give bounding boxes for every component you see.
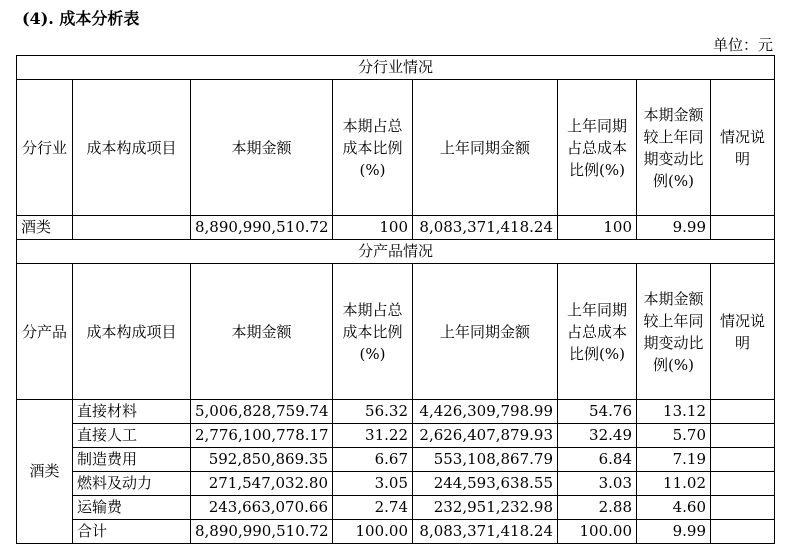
prev-ratio-cell: 54.76 bbox=[558, 400, 637, 424]
header-prev-ratio: 上年同期占总成本比例(%) bbox=[558, 264, 637, 400]
change-cell: 13.12 bbox=[637, 400, 711, 424]
prev-amount-cell: 2,626,407,879.93 bbox=[413, 424, 558, 448]
header-amount: 本期金额 bbox=[191, 80, 333, 216]
cost-item-cell: 燃料及动力 bbox=[73, 472, 191, 496]
header-amount: 本期金额 bbox=[191, 264, 333, 400]
table-row bbox=[17, 496, 775, 520]
table-row bbox=[17, 400, 775, 424]
cost-item-cell: 直接材料 bbox=[73, 400, 191, 424]
cost-item-cell bbox=[73, 216, 191, 240]
prev-amount-cell: 553,108,867.79 bbox=[413, 448, 558, 472]
amount-cell: 2,776,100,778.17 bbox=[191, 424, 333, 448]
ratio-cell: 56.32 bbox=[333, 400, 413, 424]
prev-amount-cell: 8,083,371,418.24 bbox=[413, 520, 558, 544]
note-cell bbox=[711, 424, 775, 448]
cost-item-cell: 运输费 bbox=[73, 496, 191, 520]
change-cell: 9.99 bbox=[637, 520, 711, 544]
ratio-cell: 100 bbox=[333, 216, 413, 240]
industry-header-row bbox=[17, 80, 775, 216]
product-header-row bbox=[17, 264, 775, 400]
header-segment: 分行业 bbox=[17, 80, 73, 216]
note-cell bbox=[711, 400, 775, 424]
ratio-cell: 3.05 bbox=[333, 472, 413, 496]
header-ratio: 本期占总成本比例(%) bbox=[333, 264, 413, 400]
header-prev-amount: 上年同期金额 bbox=[413, 80, 558, 216]
note-cell bbox=[711, 472, 775, 496]
unit-label: 单位：元 bbox=[712, 36, 773, 54]
ratio-cell: 31.22 bbox=[333, 424, 413, 448]
amount-cell: 5,006,828,759.74 bbox=[191, 400, 333, 424]
ratio-cell: 100.00 bbox=[333, 520, 413, 544]
prev-ratio-cell: 2.88 bbox=[558, 496, 637, 520]
prev-amount-cell: 244,593,638.55 bbox=[413, 472, 558, 496]
note-cell bbox=[711, 216, 775, 240]
header-note: 情况说明 bbox=[711, 80, 775, 216]
amount-cell: 271,547,032.80 bbox=[191, 472, 333, 496]
segment-cell: 酒类 bbox=[17, 216, 73, 240]
change-cell: 9.99 bbox=[637, 216, 711, 240]
header-note: 情况说明 bbox=[711, 264, 775, 400]
product-group-cell: 酒类 bbox=[17, 400, 73, 544]
prev-ratio-cell: 6.84 bbox=[558, 448, 637, 472]
section-heading: (4). 成本分析表 bbox=[22, 9, 140, 28]
amount-cell: 8,890,990,510.72 bbox=[191, 520, 333, 544]
cost-analysis-table bbox=[16, 55, 775, 544]
header-segment: 分产品 bbox=[17, 264, 73, 400]
amount-cell: 243,663,070.66 bbox=[191, 496, 333, 520]
header-cost-item: 成本构成项目 bbox=[73, 80, 191, 216]
cost-item-cell: 合计 bbox=[73, 520, 191, 544]
header-ratio: 本期占总成本比例(%) bbox=[333, 80, 413, 216]
table-row bbox=[17, 472, 775, 496]
prev-amount-cell: 4,426,309,798.99 bbox=[413, 400, 558, 424]
note-cell bbox=[711, 520, 775, 544]
prev-ratio-cell: 100.00 bbox=[558, 520, 637, 544]
table-row bbox=[17, 216, 775, 240]
product-section-title: 分产品情况 bbox=[17, 240, 775, 264]
header-cost-item: 成本构成项目 bbox=[73, 264, 191, 400]
ratio-cell: 2.74 bbox=[333, 496, 413, 520]
prev-ratio-cell: 3.03 bbox=[558, 472, 637, 496]
prev-amount-cell: 232,951,232.98 bbox=[413, 496, 558, 520]
prev-amount-cell: 8,083,371,418.24 bbox=[413, 216, 558, 240]
prev-ratio-cell: 32.49 bbox=[558, 424, 637, 448]
cost-item-cell: 直接人工 bbox=[73, 424, 191, 448]
amount-cell: 8,890,990,510.72 bbox=[191, 216, 333, 240]
change-cell: 11.02 bbox=[637, 472, 711, 496]
change-cell: 4.60 bbox=[637, 496, 711, 520]
header-change: 本期金额较上年同期变动比例(%) bbox=[637, 264, 711, 400]
header-prev-amount: 上年同期金额 bbox=[413, 264, 558, 400]
ratio-cell: 6.67 bbox=[333, 448, 413, 472]
header-change: 本期金额较上年同期变动比例(%) bbox=[637, 80, 711, 216]
prev-ratio-cell: 100 bbox=[558, 216, 637, 240]
note-cell bbox=[711, 448, 775, 472]
header-prev-ratio: 上年同期占总成本比例(%) bbox=[558, 80, 637, 216]
cost-item-cell: 制造费用 bbox=[73, 448, 191, 472]
industry-section-title: 分行业情况 bbox=[17, 56, 775, 80]
change-cell: 7.19 bbox=[637, 448, 711, 472]
change-cell: 5.70 bbox=[637, 424, 711, 448]
table-row bbox=[17, 448, 775, 472]
table-row-total bbox=[17, 520, 775, 544]
note-cell bbox=[711, 496, 775, 520]
table-row bbox=[17, 424, 775, 448]
amount-cell: 592,850,869.35 bbox=[191, 448, 333, 472]
